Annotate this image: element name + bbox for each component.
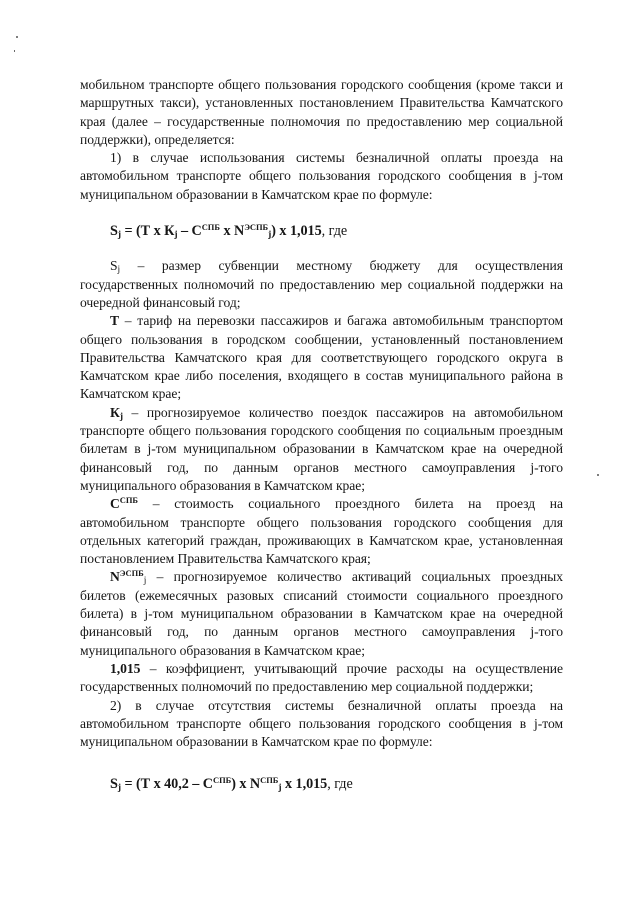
- case-2-paragraph: 2) в случае отсутствия системы безналичной оплаты проезда на автомобильном транспорте общего пользования городского сообщения в j-том муниципальном образовании в Камчатском крае по формуле:: [80, 697, 563, 750]
- scan-speck: [597, 474, 599, 476]
- definition-t: Т – тариф на перевозки пассажиров и багажа автомобильным транспортом общего пользования в городском сообщении, установленный постановлением Правительства Камчатского края для соответствующего городского округа в Камчатском крае либо поселения, входящего в состав муниципального района в Камчатском крае;: [80, 313, 563, 402]
- document-body: [80, 76, 563, 811]
- formula-1: $S_j = (Т$ х $К_j - С^{СПБ}$ х $N^{ЭСПБ}_j$) х 1,015, где: [110, 222, 348, 241]
- definition-c: $С^{СПБ}$ – стоимость социального проездного билета на проезд на автомобильном транспорте общего пользования городского сообщения для отдельных категорий граждан, проживающих в Камчатском крае, установленная постановлением Правительства Камчатского края;: [80, 495, 563, 567]
- definition-k: $К_j$ – прогнозируемое количество поездок пассажиров на автомобильном транспорте общего пользования городского сообщения по социальным проездным билетам в j-том муниципальном образовании в Камчатском крае на очередной финансовый год, по данным органов местного самоуправления j-того муниципального образования в Камчатском крае;: [80, 404, 563, 493]
- definition-coefficient: 1,015 – коэффициент, учитывающий прочие расходы на осуществление государственных полномочий по предоставлению мер социальной поддержки;: [80, 660, 563, 695]
- scan-speck: [16, 36, 18, 38]
- intro-paragraph: мобильном транспорте общего пользования городского сообщения (кроме такси и маршрутных такси), установленных постановлением Правительства Камчатского края (далее – государственные полномочия по предоставлению мер социальной поддержки), определяется:: [80, 77, 563, 147]
- case-1-paragraph: 1) в случае использования системы безналичной оплаты проезда на автомобильном транспорте общего пользования городского сообщения в j-том муниципальном образовании в Камчатском крае по формуле:: [80, 150, 563, 202]
- definition-s: $S_j$ – размер субвенции местному бюджету для осуществления государственных полномочий по предоставлению мер социальной поддержки на очередной финансовый год;: [80, 258, 563, 310]
- scan-speck: [14, 50, 15, 52]
- formula-2: $S_j = (Т$ х $40,2 - С^{СПБ}$) х $N^{СПБ}_j$ х 1,015, где: [110, 775, 353, 794]
- definition-n: $N^{ЭСПБ}_j$ – прогнозируемое количество активаций социальных проездных билетов (ежемесячных разовых списаний стоимости социального проездного билета) в j-том муниципальном образовании в Камчатском крае на очередной финансовый год, по данным органов местного самоуправления j-того муниципального образования в Камчатском крае;: [80, 568, 563, 658]
